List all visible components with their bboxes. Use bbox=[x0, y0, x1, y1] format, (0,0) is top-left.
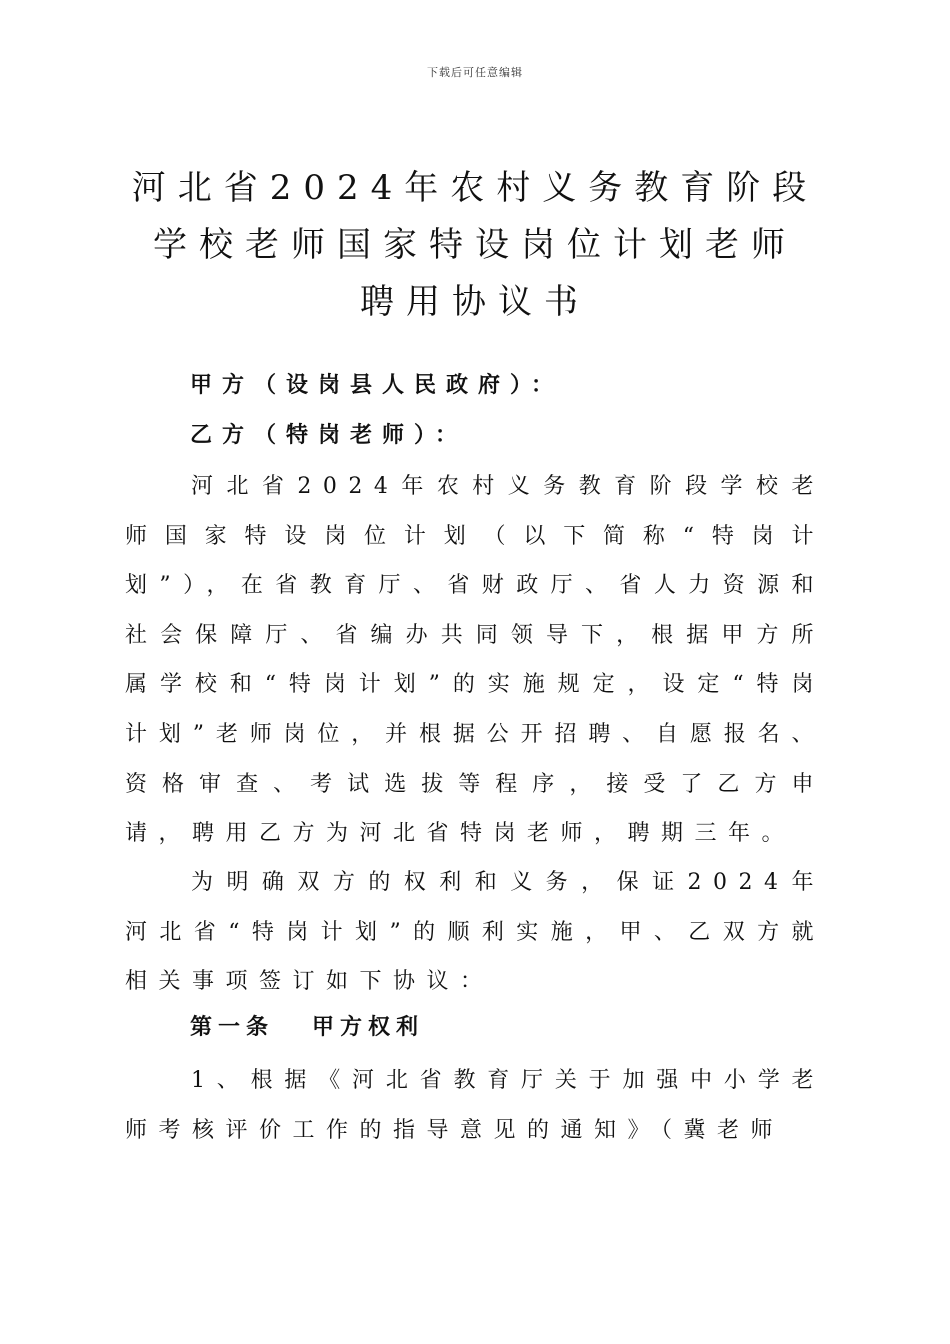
paragraph-text: 河北省2024年农村义务教育阶段学校老师国家特设岗位计划（以下简称“特岗计划”），在省教育厅、省财政厅、省人力资源和社会保障厅、省编办共同领导下，根据甲方所属学校和“特岗计划”的实施规定，设定“特岗计划”老师岗位，并根据公开招聘、自愿报名、资格审查、考试选拔等程序，接受了乙方申请，聘用乙方为河北省特岗老师，聘期三年。 bbox=[125, 474, 825, 847]
paragraph-text: 为明确双方的权利和义务，保证2024年河北省“特岗计划”的顺利实施，甲、乙双方就相关事项签订如下协议： bbox=[125, 870, 825, 995]
paragraph-clause-1 bbox=[125, 1056, 825, 1155]
party-b-label: 乙方（特岗老师）： bbox=[190, 423, 468, 448]
title-line-2: 学校老师国家特设岗位计划老师 bbox=[153, 225, 797, 265]
article-title: 甲方权利 bbox=[312, 1015, 425, 1040]
title-line-1: 河北省2024年农村义务教育阶段 bbox=[131, 168, 819, 208]
party-a-label: 甲方（设岗县人民政府）： bbox=[190, 373, 564, 398]
article-number: 第一条 bbox=[190, 1015, 275, 1040]
paragraph-text: 1、根据《河北省教育厅关于加强中小学老师考核评价工作的指导意见的通知》（冀老师 bbox=[125, 1068, 825, 1143]
article-heading bbox=[190, 1010, 424, 1041]
title-line-3: 聘用协议书 bbox=[360, 282, 590, 322]
document-title bbox=[110, 160, 840, 331]
paragraph-intro bbox=[125, 462, 825, 859]
paragraph-purpose bbox=[125, 858, 825, 1007]
header-note: 下载后可任意编辑 bbox=[427, 66, 523, 79]
